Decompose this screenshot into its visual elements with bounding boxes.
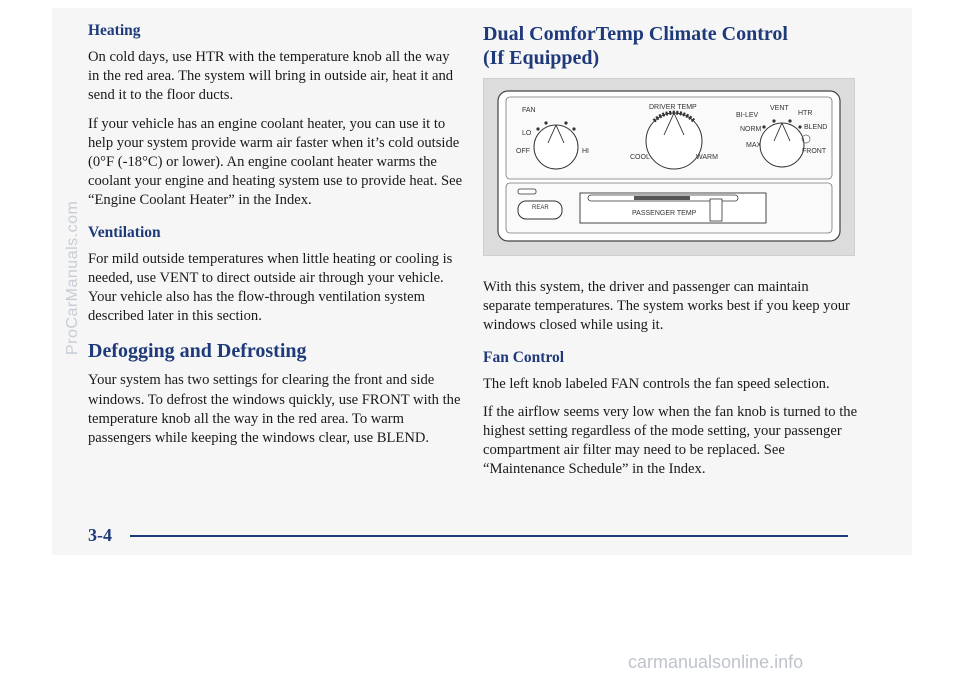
- vent-label: VENT: [770, 105, 789, 112]
- heating-heading: Heating: [88, 22, 141, 39]
- hi-label: HI: [582, 148, 589, 155]
- bottom-watermark: carmanualsonline.info: [628, 652, 804, 672]
- blend-label: BLEND: [804, 124, 828, 131]
- climate-control-figure: [483, 78, 855, 256]
- climate-panel-illustration: [484, 79, 854, 255]
- fan-paragraph-2: If the airflow seems very low when the fan knob is turned to the highest setting regardless of the mode setting, your passenger compartment air filter may need to be replaced. See “Maintenance Schedule” in the Index.: [483, 403, 858, 478]
- right-column: [483, 22, 858, 489]
- ventilation-heading: Ventilation: [88, 223, 161, 241]
- passenger-temp-lever: [710, 199, 722, 221]
- heating-paragraph-2: If your vehicle has an engine coolant heater, you can use it to help your system provide warm air faster when it’s cold outside (0°F (-18°C) or lower). An engine coolant heater warms the coolant your engine and heating system use to provide heat. See “Engine Coolant Heater” in the Index.: [88, 115, 463, 209]
- side-watermark: ProCarManuals.com: [64, 200, 81, 355]
- front-label: FRONT: [802, 148, 827, 155]
- footer-rule: [130, 535, 848, 537]
- heating-paragraph-1: On cold days, use HTR with the temperature knob all the way in the red area. The system will bring in outside air, heat it and send it to the floor ducts.: [88, 49, 454, 104]
- bilev-label: BI-LEV: [736, 112, 759, 119]
- left-column: [88, 22, 463, 457]
- warm-label: WARM: [696, 154, 718, 161]
- htr-label: HTR: [798, 110, 813, 117]
- cool-label: COOL: [630, 154, 650, 161]
- driver-temp-label: DRIVER TEMP: [649, 104, 697, 111]
- section-title-line-1: Dual ComforTemp Climate Control: [483, 23, 788, 45]
- rear-label: REAR: [532, 205, 549, 211]
- fan-paragraph-1: The left knob labeled FAN controls the fan speed selection.: [483, 375, 830, 392]
- passenger-temp-scale: [634, 196, 690, 200]
- fan-label: FAN: [522, 107, 536, 114]
- section-title-line-2: (If Equipped): [483, 47, 600, 69]
- max-label: MAX: [746, 142, 762, 149]
- norm-label: NORM: [740, 126, 762, 133]
- intro-paragraph: With this system, the driver and passenger can maintain separate temperatures. The system works best if you keep your windows closed while using it.: [483, 279, 850, 334]
- page-number: 3-4: [88, 525, 112, 545]
- fan-control-heading: Fan Control: [483, 348, 565, 366]
- ventilation-paragraph: For mild outside temperatures when little heating or cooling is needed, use VENT to direct outside air through your vehicle. Your vehicle also has the flow-through ventilation system described later in this section.: [88, 250, 453, 325]
- lo-label: LO: [522, 130, 532, 137]
- defog-heading: Defogging and Defrosting: [88, 340, 307, 363]
- section-title: [483, 22, 858, 70]
- driver-temp-knob: [646, 113, 702, 169]
- off-label: OFF: [516, 148, 530, 155]
- indicator-light: [518, 189, 536, 194]
- defog-paragraph: Your system has two settings for clearing the front and side windows. To defrost the windows quickly, use FRONT with the temperature knob all the way in the red area. To warm passengers while keeping the windows clear, use BLEND.: [88, 372, 461, 447]
- passenger-temp-label: PASSENGER TEMP: [632, 210, 697, 217]
